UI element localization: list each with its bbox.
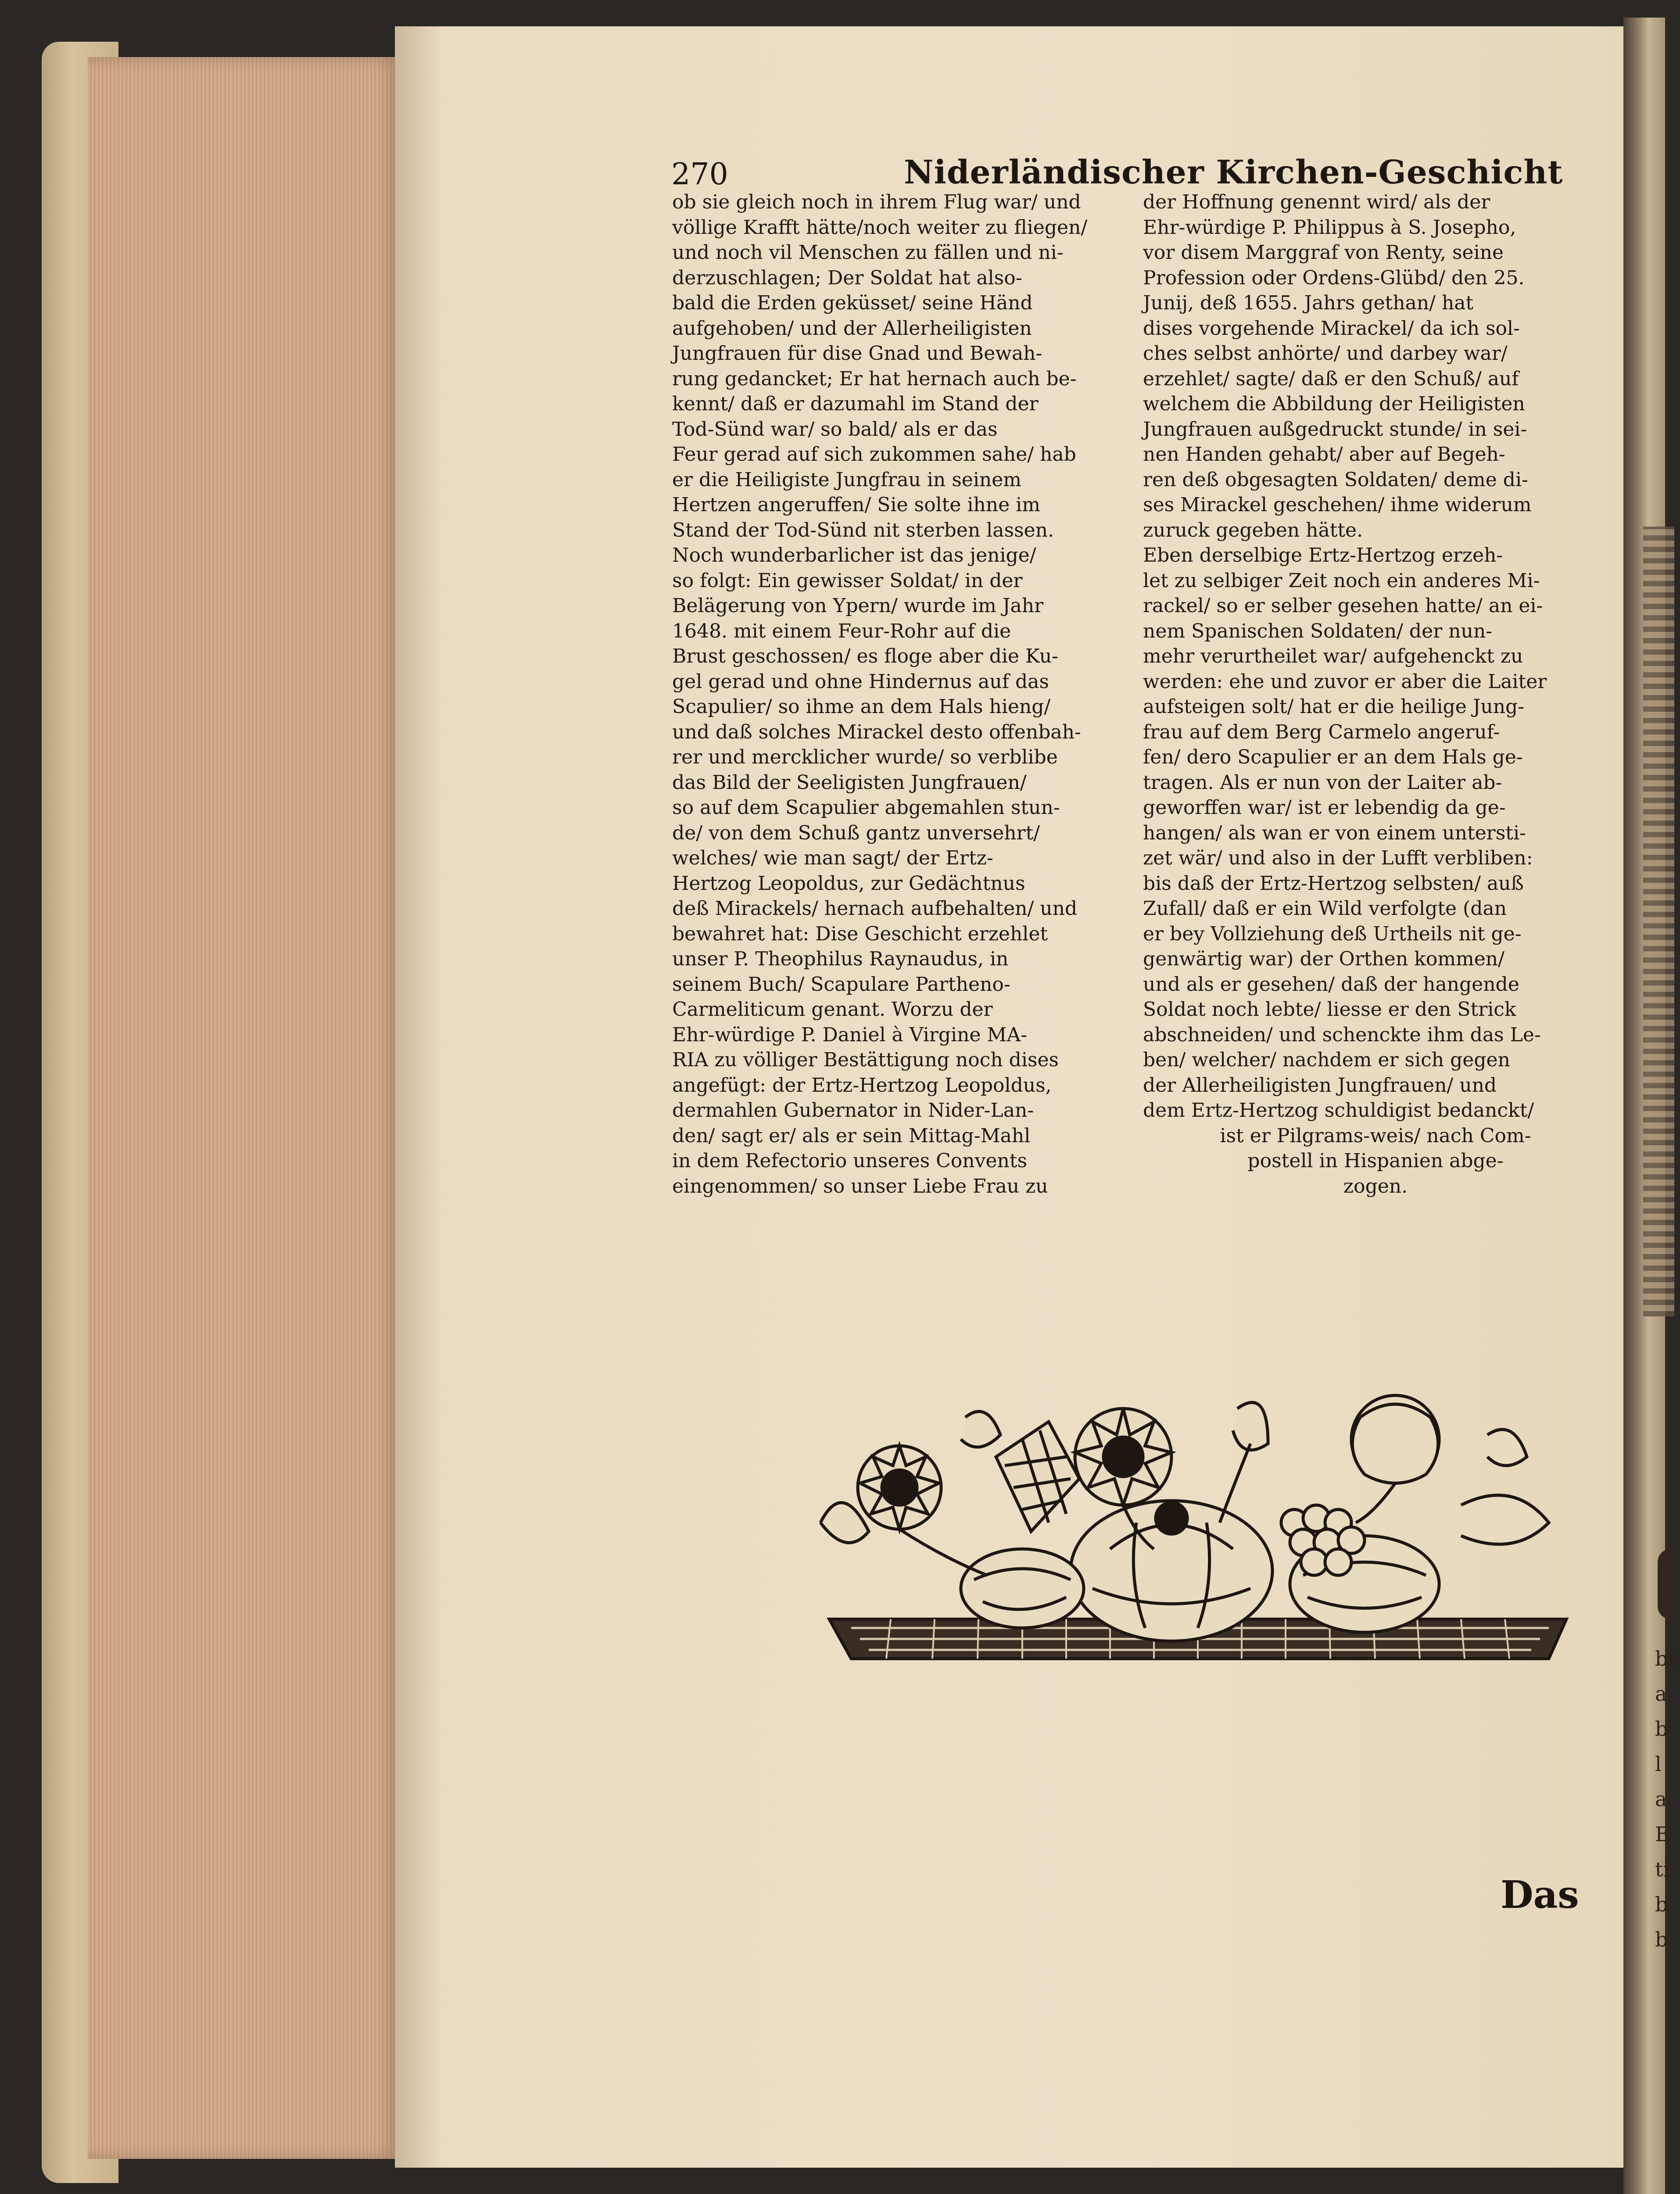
text-line: bis daß der Ertz-Hertzog selbsten/ auß [1143,872,1524,895]
text-line: so folgt: Ein gewisser Soldat/ in der [672,569,1023,592]
facing-page-letter: l [1655,1752,1662,1776]
text-line: Stand der Tod-Sünd nit sterben lassen. [672,519,1054,541]
text-line: Jungfrauen außgedruckt stunde/ in sei- [1143,418,1527,441]
text-line: dem Ertz-Hertzog schuldigist bedanckt/ [1143,1099,1534,1122]
text-line: unser P. Theophilus Raynaudus, in [672,948,1009,970]
text-line: ob sie gleich noch in ihrem Flug war/ und [672,191,1081,213]
text-line: 1648. mit einem Feur-Rohr auf die [672,620,1011,642]
text-line: Ehr-würdige P. Daniel à Virgine MA- [672,1023,1028,1046]
text-line: erzehlet/ sagte/ daß er den Schuß/ auf [1143,367,1519,390]
facing-page-letter: b [1655,1928,1668,1951]
text-line: kennt/ daß er dazumahl im Stand der [672,393,1039,415]
text-column-left [672,190,1135,1199]
text-line: zuruck gegeben hätte. [1143,519,1363,541]
text-line: genwärtig war) der Orthen kommen/ [1143,948,1504,970]
text-line: postell in Hispanien abge- [1247,1150,1504,1172]
text-line: vor disem Marggraf von Renty, seine [1143,241,1504,264]
text-line: rung gedancket; Er hat hernach auch be- [672,367,1077,390]
text-line: Feur gerad auf sich zukommen sahe/ hab [672,443,1076,466]
facing-page-letter: a [1655,1787,1667,1811]
text-line: Carmeliticum genant. Worzu der [672,998,993,1021]
text-line: bewahret hat: Dise Geschicht erzehlet [672,922,1048,945]
text-line: Soldat noch lebte/ liesse er den Strick [1143,998,1516,1021]
text-line: der Allerheiligisten Jungfrauen/ und [1143,1074,1497,1097]
facing-page-text-fragment [1655,1641,1680,2102]
text-line: Hertzen angeruffen/ Sie solte ihne im [672,494,1040,516]
text-line: bald die Erden geküsset/ seine Händ [672,292,1033,314]
text-line: Zufall/ daß er ein Wild verfolgte (dan [1143,897,1507,920]
facing-page-letter: E [1655,1822,1670,1846]
text-line: ist er Pilgrams-weis/ nach Com- [1220,1124,1531,1147]
text-line: welches/ wie man sagt/ der Ertz- [672,847,993,869]
facing-page-initial [1658,1549,1674,1619]
text-line: welchem die Abbildung der Heiligisten [1143,393,1525,415]
text-line: aufsteigen solt/ hat er die heilige Jung- [1143,695,1525,718]
text-line: eingenommen/ so unser Liebe Frau zu [672,1175,1048,1197]
text-line: hangen/ als wan er von einem untersti- [1143,821,1526,844]
catchword: Das [1501,1873,1579,1917]
text-line: geworffen war/ ist er lebendig da ge- [1143,796,1506,819]
text-line: den/ sagt er/ als er sein Mittag-Mahl [672,1124,1031,1147]
text-line: frau auf dem Berg Carmelo angeruf- [1143,721,1500,743]
text-line: derzuschlagen; Der Soldat hat also- [672,266,1022,289]
text-line: rer und mercklicher wurde/ so verblibe [672,746,1058,768]
text-line: Scapulier/ so ihme an dem Hals hieng/ [672,695,1051,718]
text-line: Belägerung von Ypern/ wurde im Jahr [672,595,1044,617]
text-line: RIA zu völliger Bestättigung noch dises [672,1049,1059,1071]
text-line: tragen. Als er nun von der Laiter ab- [1143,771,1502,794]
text-line: Profession oder Ordens-Glübd/ den 25. [1143,266,1525,289]
text-line: Ehr-würdige P. Philippus à S. Josepho, [1143,216,1516,239]
text-line: rackel/ so er selber gesehen hatte/ an ei- [1143,595,1543,617]
text-line: seinem Buch/ Scapulare Partheno- [672,973,1010,996]
page-number: 270 [671,157,728,192]
text-line: zet wär/ und also in der Lufft verbliben: [1143,847,1533,869]
text-line: nem Spanischen Soldaten/ der nun- [1143,620,1493,642]
text-line: in dem Refectorio unseres Convents [672,1150,1028,1172]
text-line: aufgehoben/ und der Allerheiligisten [672,317,1032,340]
text-line: Hertzog Leopoldus, zur Gedächtnus [672,872,1025,895]
facing-page-letter: a [1655,1682,1667,1706]
text-line: ses Mirackel geschehen/ ihme widerum [1143,494,1532,516]
text-line: ben/ welcher/ nachdem er sich gegen [1143,1049,1510,1071]
text-line: deß Mirackels/ hernach aufbehalten/ und [672,897,1078,920]
text-line: let zu selbiger Zeit noch ein anderes Mi- [1143,569,1540,592]
text-line: fen/ dero Scapulier er an dem Hals ge- [1143,746,1523,768]
text-line: angefügt: der Ertz-Hertzog Leopoldus, [672,1074,1052,1097]
text-line: Noch wunderbarlicher ist das jenige/ [672,544,1036,566]
text-line: so auf dem Scapulier abgemahlen stun- [672,796,1060,819]
text-line: nen Handen gehabt/ aber auf Begeh- [1143,443,1505,466]
text-line: und noch vil Menschen zu fällen und ni- [672,241,1064,264]
page-block-edges [88,57,404,2159]
facing-page-letter: be [1655,1647,1680,1671]
text-line: Junij, deß 1655. Jahrs gethan/ hat [1143,292,1474,314]
text-line: gel gerad und ohne Hindernus auf das [672,670,1049,693]
text-line: ches selbst anhörte/ und darbey war/ [1143,342,1508,365]
facing-page-letter: ti [1655,1857,1670,1881]
text-line: werden: ehe und zuvor er aber die Laiter [1143,670,1547,693]
text-line: Brust geschossen/ es floge aber die Ku- [672,645,1059,667]
text-line: er bey Vollziehung deß Urtheils nit ge- [1143,922,1522,945]
text-line: und als er gesehen/ daß der hangende [1143,973,1519,996]
text-line: das Bild der Seeligisten Jungfrauen/ [672,771,1027,794]
running-title: Niderländischer Kirchen-Geschicht [904,154,1563,191]
text-column-right [1143,190,1608,1199]
facing-page-letter: b [1655,1717,1668,1741]
text-line: und daß solches Mirackel desto offenbah- [672,721,1081,743]
text-line: Tod-Sünd war/ so bald/ als er das [672,418,998,441]
text-line: völlige Krafft hätte/noch weiter zu fliegen/ [672,216,1088,239]
text-line: dermahlen Gubernator in Nider-Lan- [672,1099,1034,1122]
text-line: der Hoffnung genennt wird/ als der [1143,191,1490,213]
text-line: zogen. [1343,1175,1408,1197]
text-line: Jungfrauen für dise Gnad und Bewah- [672,342,1042,365]
text-line: er die Heiligiste Jungfrau in seinem [672,468,1022,491]
woodcut-flower-basket-illustration [803,1391,1601,1663]
facing-page-illustration-edge [1643,527,1674,1316]
text-line: abschneiden/ und schenckte ihm das Le- [1143,1023,1541,1046]
text-line: dises vorgehende Mirackel/ da ich sol- [1143,317,1520,340]
facing-page-letter: b [1655,1893,1668,1916]
text-line: de/ von dem Schuß gantz unversehrt/ [672,821,1040,844]
text-line: mehr verurtheilet war/ aufgehenckt zu [1143,645,1523,667]
text-line: ren deß obgesagten Soldaten/ deme di- [1143,468,1528,491]
text-line: Eben derselbige Ertz-Hertzog erzeh- [1143,544,1503,566]
